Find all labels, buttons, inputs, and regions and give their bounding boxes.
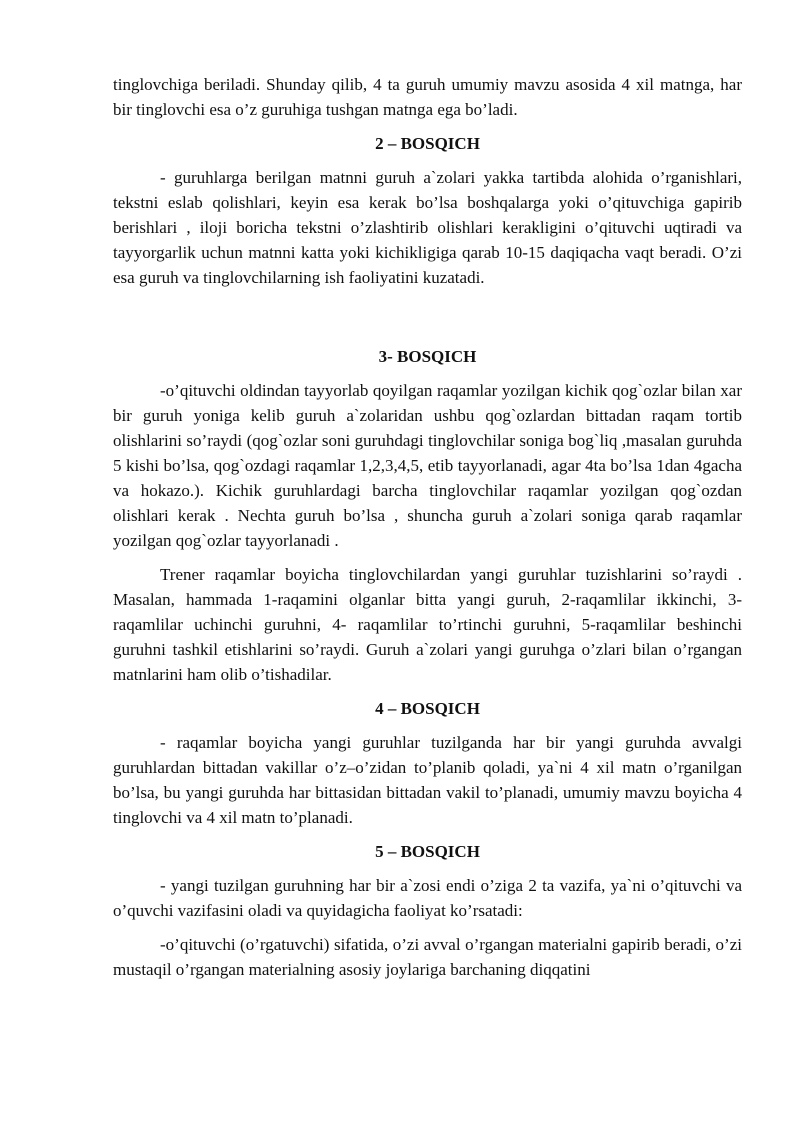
paragraph-stage-3-numbers: -o’qituvchi oldindan tayyorlab qoyilgan raqamlar yozilgan kichik qog`ozlar bilan xar bir guruh yoniga kelib guruh a`zolaridan ushbu qog`ozlardan bittadan raqam tortib olishlarini so’raydi (qog`ozlar soni guruhdagi tinglovchilar soniga bog`liq ,masalan guruhda 5 kishi bo’lsa, qog`ozdagi raqamlar 1,2,3,4,5, etib tayyorlanadi, agar 4ta bo’lsa 1dan 4gacha va hokazo.). Kichik guruhlardagi barcha tinglovchilar raqamlar yozilgan qog`ozdan olishlari kerak . Nechta guruh bo’lsa , shuncha guruh a`zolari soniga qarab raqamlar yozilgan qog`ozlar tayyorlanadi . — [113, 381, 742, 550]
blank-spacer — [113, 299, 742, 344]
heading-stage-5: 5 – BOSQICH — [375, 842, 480, 861]
paragraph-continuation: tinglovchiga beriladi. Shunday qilib, 4 ta guruh umumiy mavzu asosida 4 xil matnga, har bir tinglovchi esa o’z guruhiga tushgan matnga ega bo’ladi. — [113, 75, 742, 119]
paragraph-stage-3-trainer: Trener raqamlar boyicha tinglovchilardan yangi guruhlar tuzishlarini so’raydi . Masalan, hammada 1-raqamini olganlar bitta yangi guruh, 2-raqamlilar ikkinchi, 3-raqamlilar uchinchi guruhni, 4- raqamlilar to’rtinchi guruhni, 5-raqamlilar beshinchi guruhni tashkil etishlarini so’raydi. Guruh a`zolari yangi guruhga o’zlari bilan o’rgangan matnlarini ham olib o’tishadilar. — [113, 565, 742, 684]
paragraph-stage-5: - yangi tuzilgan guruhning har bir a`zosi endi o’ziga 2 ta vazifa, ya`ni o’qituvchi va o’quvchi vazifasini oladi va quyidagicha faoliyat ko’rsatadi: — [113, 876, 742, 920]
paragraph-stage-5-teacher-role: -o’qituvchi (o’rgatuvchi) sifatida, o’zi avval o’rgangan materialni gapirib beradi, o’zi mustaqil o’rgangan materialning asosiy joylariga barchaning diqqatini — [113, 935, 742, 979]
paragraph-stage-4: - raqamlar boyicha yangi guruhlar tuzilganda har bir yangi guruhda avvalgi guruhlardan bittadan vakillar o’z–o’zidan to’planib qoladi, ya`ni 4 xil matn o’rganilgan bo’lsa, bu yangi guruhda har bittasidan bittadan vakil to’planadi, umumiy mavzu boyicha 4 tinglovchi va 4 xil matn to’planadi. — [113, 733, 742, 827]
heading-stage-3: 3- BOSQICH — [378, 347, 477, 366]
paragraph-stage-2: - guruhlarga berilgan matnni guruh a`zolari yakka tartibda alohida o’rganishlari, tekstni eslab qolishlari, keyin esa kerak bo’lsa boshqalarga yoki o’qituvchiga gapirib berishlari , iloji boricha tekstni o’zlashtirib olishlari kerakligini o’qituvchi uqtiradi va tayyorgarlik uchun matnni katta yoki kichikligiga qarab 10-15 daqiqacha vaqt beradi. O’zi esa guruh va tinglovchilarning ish faoliyatini kuzatadi. — [113, 168, 742, 287]
heading-stage-4: 4 – BOSQICH — [375, 699, 480, 718]
page-content — [113, 72, 742, 991]
heading-stage-2: 2 – BOSQICH — [375, 134, 480, 153]
